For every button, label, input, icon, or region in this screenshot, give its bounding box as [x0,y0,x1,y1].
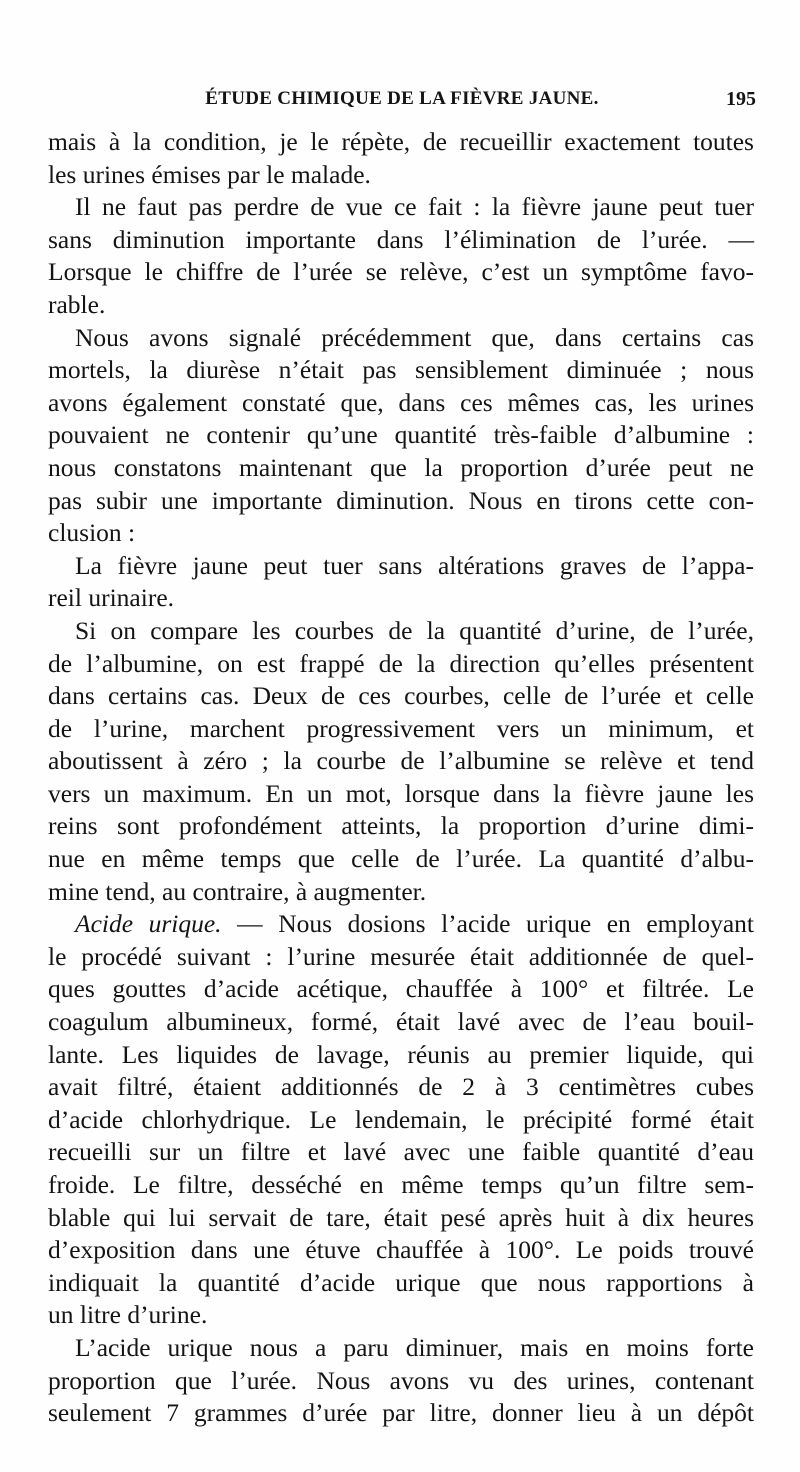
text-line: mortels, la diurèse n’était pas sensiblement diminuée ; nous [48,355,754,385]
text-line: un litre d’urine. [48,1300,208,1330]
text-line: froide. Le filtre, desséché en même temps qu’un filtre sem- [48,1170,754,1199]
text-line: les urines émises par le malade. [48,159,371,189]
text-line: La fièvre jaune peut tuer sans altérations graves de l’appa- [75,550,754,580]
text-line: reins sont profondément atteints, la proportion d’urine dimi- [48,811,754,841]
text-line: pouvaient ne contenir qu’une quantité très-faible d’albumine : [48,420,754,450]
page-number: 195 [726,88,756,110]
text-line: pas subir une importante diminution. Nous en tirons cette con- [48,485,754,515]
text-line: reil urinaire. [48,583,175,613]
body-text [48,126,754,1430]
text-line: de l’urine, marchent progressivement vers un minimum, et [48,713,754,743]
text-line: indiquait la quantité d’acide urique que nous rapportions à [48,1267,754,1297]
text-line: d’acide chlorhydrique. Le lendemain, le précipité formé était [48,1104,754,1134]
text-line: vers un maximum. En un mot, lorsque dans la fièvre jaune les [48,778,754,808]
text-line: blable qui lui servait de tare, était pesé après huit à dix heures [48,1202,754,1232]
text-line: avons également constaté que, dans ces mêmes cas, les urines [48,387,754,417]
text-run: — Nous dosions l’acide urique en employant [221,909,754,939]
text-line: sans diminution importante dans l’élimination de l’urée. — [48,224,754,254]
text-line: dans certains cas. Deux de ces courbes, celle de l’urée et celle [48,681,754,711]
text-line: proportion que l’urée. Nous avons vu des urines, contenant [48,1365,754,1395]
text-line: Lorsque le chiffre de l’urée se relève, c’est un symptôme favo- [48,257,754,287]
text-line [48,908,754,941]
running-title: ÉTUDE CHIMIQUE DE LA FIÈVRE JAUNE. [205,88,599,109]
text-line: mais à la condition, je le répète, de recueillir exactement toutes [48,127,754,156]
text-line: Il ne faut pas perdre de vue ce fait : la fièvre jaune peut tuer [75,192,754,222]
text-line: L’acide urique nous a paru diminuer, mais en moins forte [75,1332,754,1362]
section-heading: Acide urique. [75,909,222,939]
text-line: de l’albumine, on est frappé de la direction qu’elles présentent [48,648,754,678]
text-line: d’exposition dans une étuve chauffée à 100°. Le poids trouvé [48,1235,754,1265]
text-line: Si on compare les courbes de la quantité d’urine, de l’urée, [75,615,754,645]
text-line: nue en même temps que celle de l’urée. La quantité d’albu- [48,844,754,874]
text-line: recueilli sur un filtre et lavé avec une faible quantité d’eau [48,1137,754,1167]
text-line: aboutissent à zéro ; la courbe de l’albumine se relève et tend [48,746,754,776]
text-line: clusion : [48,518,136,548]
text-line: Nous avons signalé précédemment que, dans certains cas [75,322,754,352]
text-line: seulement 7 grammes d’urée par litre, donner lieu à un dépôt [48,1398,754,1428]
text-line: lante. Les liquides de lavage, réunis au premier liquide, qui [48,1039,754,1069]
text-line: rable. [48,289,106,319]
text-line: le procédé suivant : l’urine mesurée était additionnée de quel- [48,941,754,971]
text-line: avait filtré, étaient additionnés de 2 à 3 centimètres cubes [48,1072,754,1102]
text-line: ques gouttes d’acide acétique, chauffée à 100° et filtrée. Le [48,974,754,1004]
text-line: mine tend, au contraire, à augmenter. [48,876,427,906]
text-line: nous constatons maintenant que la proportion d’urée peut ne [48,452,754,482]
page-header [48,88,756,118]
text-line: coagulum albumineux, formé, était lavé avec de l’eau bouil- [48,1007,754,1037]
